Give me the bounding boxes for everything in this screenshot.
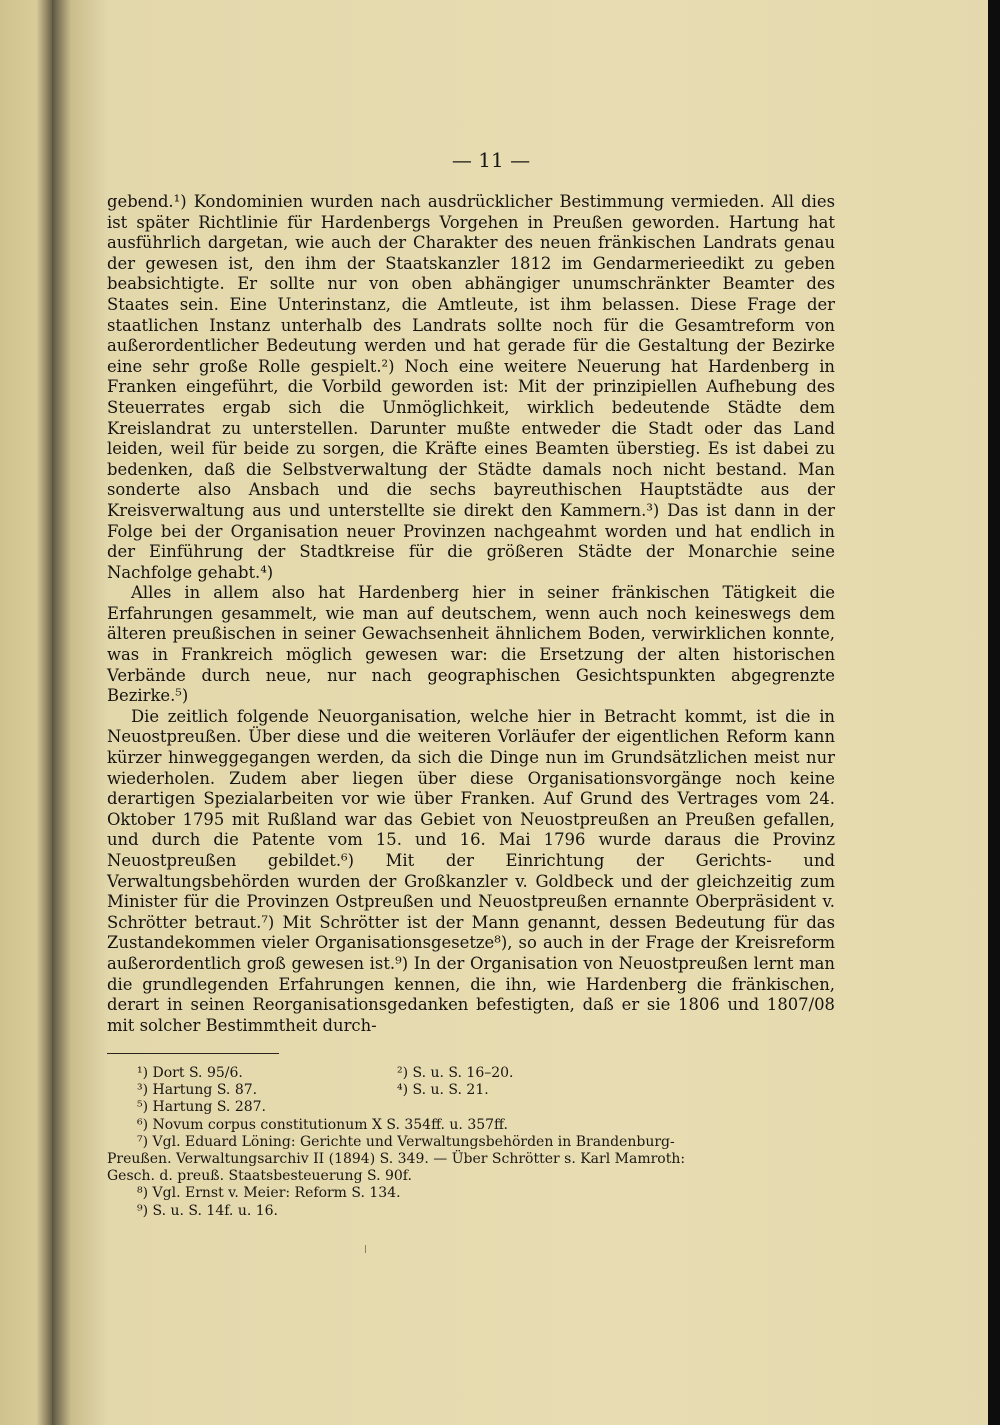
facing-page-edge [0, 0, 52, 1425]
paper-mark [365, 1245, 366, 1253]
footnote-5: ⁵) Hartung S. 287. [137, 1099, 267, 1116]
footnote-row [107, 1099, 835, 1116]
footnote-row [107, 1203, 835, 1220]
footnote-row [107, 1117, 835, 1134]
footnote-2: ²) S. u. S. 16–20. [397, 1065, 514, 1081]
paragraph-3: Die zeitlich folgende Neuorganisation, welche hier in Betracht kommt, ist die in Neuostpreußen. Über diese und die weiteren Vorläufer der eigentlichen Reform kann kürzer hinweggegangen werden, da sich die Dinge nun im Grundsätzlichen meist nur wiederholen. Zudem aber liegen über diese Organisationsvorgänge noch keine derartigen Spezialarbeiten vor wie über Franken. Auf Grund des Vertrages vom 24. Oktober 1795 mit Rußland war das Gebiet von Neuostpreußen an Preußen gefallen, und durch die Patente vom 15. und 16. Mai 1796 wurde daraus die Provinz Neuostpreußen gebildet.⁶) Mit der Einrichtung der Gerichts- und Verwaltungsbehörden wurden der Großkanzler v. Goldbeck und der gleichzeitig zum Minister für die Provinzen Ostpreußen und Neuostpreußen ernannte Oberpräsident v. Schrötter betraut.⁷) Mit Schrötter ist der Mann genannt, dessen Bedeutung für das Zustandekommen vieler Organisationsgesetze⁸), so auch in der Frage der Kreisreform außerordentlich groß gewesen ist.⁹) In der Organisation von Neuostpreußen lernt man die grundlegenden Erfahrungen kennen, die ihn, wie Hardenberg die fränkischen, derart in seinen Reorganisationsgedanken befestigten, daß er sie 1806 und 1807/08 mit solcher Bestimmtheit durch- [107, 706, 835, 1035]
footnote-3: ³) Hartung S. 87. [137, 1082, 258, 1099]
footnote-divider [107, 1053, 279, 1054]
book-page [52, 0, 1000, 1425]
scan-border [988, 0, 1000, 1425]
footnote-continuation [107, 1168, 835, 1185]
footnote-1: ¹) Dort S. 95/6. [137, 1065, 243, 1081]
footnotes [107, 1065, 835, 1220]
footnote-row [107, 1134, 835, 1151]
page-number: — 11 — [451, 148, 531, 172]
footnote-row [107, 1185, 835, 1202]
footnote-8: ⁸) Vgl. Ernst v. Meier: Reform S. 134. [137, 1185, 401, 1202]
paragraph-2: Alles in allem also hat Hardenberg hier in seiner fränkischen Tätigkeit die Erfahrungen gesammelt, wie man auf deutschem, wenn auch noch keineswegs dem älteren preußischen in seiner Gewachsenheit ähnlichem Boden, verwirklichen konnte, was in Frankreich möglich gewesen war: die Ersetzung der alten historischen Verbände durch neue, nur nach geographischen Gesichtspunkten abgegrenzte Bezirke.⁵) [107, 583, 835, 706]
footnote-row [107, 1065, 835, 1082]
footnote-row [107, 1082, 835, 1099]
footnote-9: ⁹) S. u. S. 14f. u. 16. [137, 1202, 279, 1219]
footnote-7: ⁷) Vgl. Eduard Löning: Gerichte und Verwaltungsbehörden in Brandenburg- [137, 1133, 675, 1150]
paragraph-1: gebend.¹) Kondominien wurden nach ausdrücklicher Bestimmung vermieden. All dies ist später Richtlinie für Hardenbergs Vorgehen in Preußen geworden. Hartung hat ausführlich dargetan, wie auch der Charakter des neuen fränkischen Landrats genau der gewesen ist, den ihm der Staatskanzler 1812 im Gendarmerieedikt zu geben beabsichtigte. Er sollte nur von oben abhängiger unumschränkter Beamter des Staates sein. Eine Unterinstanz, die Amtleute, ist ihm belassen. Diese Frage der staatlichen Instanz unterhalb des Landrats sollte noch für die Gesamtreform von außerordentlicher Bedeutung werden und hat gerade für die Gestaltung der Bezirke eine sehr große Rolle gespielt.²) Noch eine weitere Neuerung hat Hardenberg in Franken eingeführt, die Vorbild geworden ist: Mit der prinzipiellen Aufhebung des Steuerrates ergab sich die Unmöglichkeit, wirklich bedeutende Städte dem Kreislandrat zu unterstellen. Darunter mußte entweder die Stadt oder das Land leiden, weil für beide zu sorgen, die Kräfte eines Beamten überstieg. Es ist dabei zu bedenken, daß die Selbstverwaltung der Städte damals noch nicht bestand. Man sonderte also Ansbach und die sechs bayreuthischen Hauptstädte aus der Kreisverwaltung aus und unterstellte sie direkt den Kammern.³) Das ist dann in der Folge bei der Organisation neuer Provinzen nachgeahmt worden und hat endlich in der Einführung der Stadtkreise für die größeren Städte der Monarchie seine Nachfolge gehabt.⁴) [107, 192, 835, 582]
footnote-6: ⁶) Novum corpus constitutionum X S. 354ff. u. 357ff. [137, 1116, 508, 1133]
body-text [107, 192, 835, 1036]
footnote-7-line-3: Gesch. d. preuß. Staatsbesteuerung S. 90f. [107, 1168, 412, 1185]
footnote-4: ⁴) S. u. S. 21. [397, 1082, 489, 1099]
footnote-7-line-2: Preußen. Verwaltungsarchiv II (1894) S. 349. — Über Schrötter s. Karl Mamroth: [107, 1151, 686, 1168]
footnote-continuation [107, 1151, 835, 1168]
